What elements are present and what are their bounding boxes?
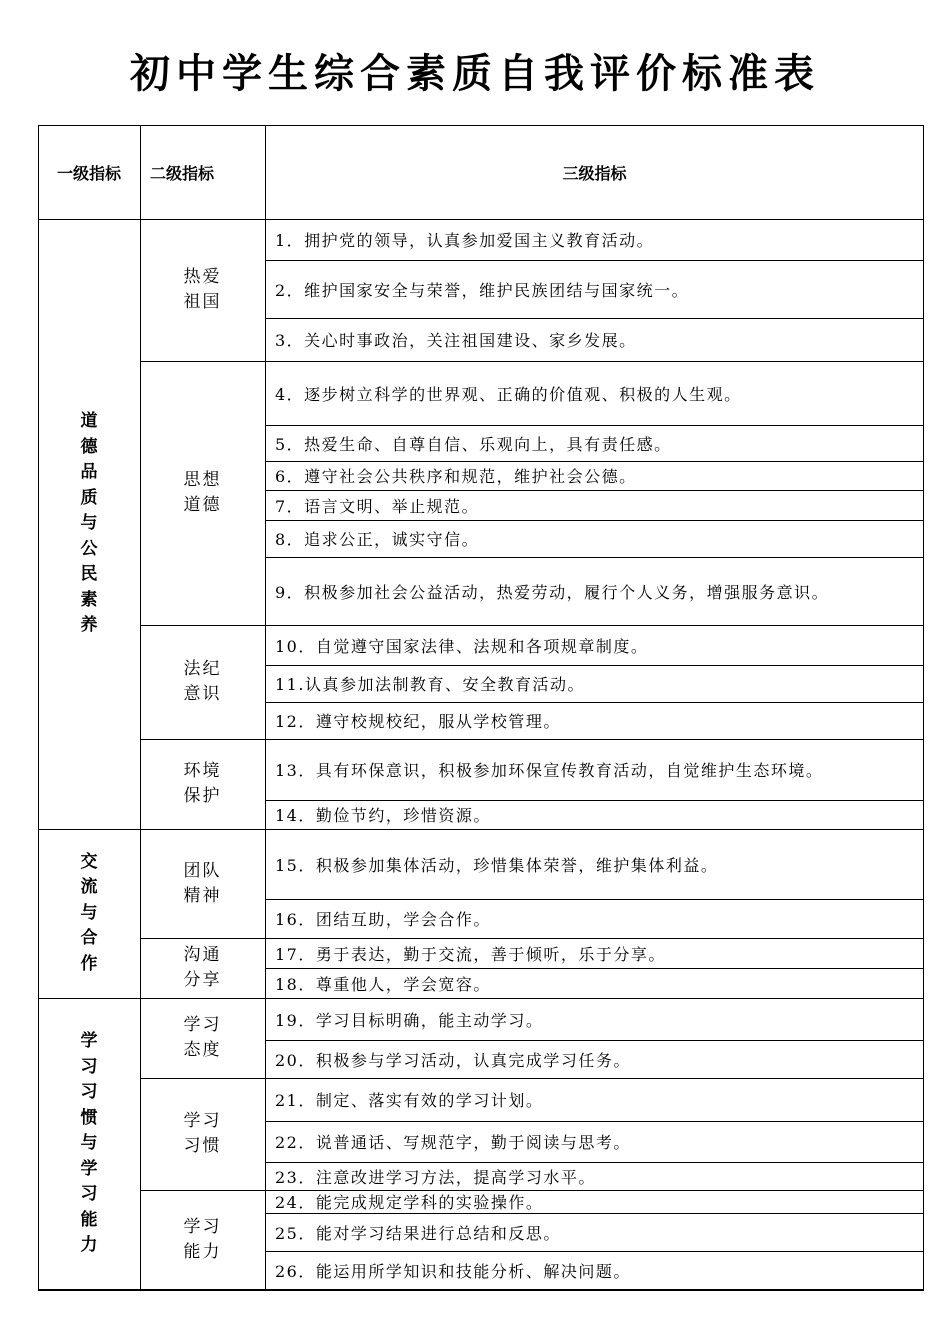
level3-item: 6．遵守社会公共秩序和规范，维护社会公德。 [275,467,637,486]
header-level2: 二级指标 [150,163,215,183]
level2-subcategory: 热爱 祖国 [183,267,222,312]
level3-item: 12．遵守校规校纪，服从学校管理。 [275,712,561,731]
level3-item: 3．关心时事政治，关注祖国建设、家乡发展。 [275,331,637,350]
level3-item: 22．说普通话、写规范字，勤于阅读与思考。 [275,1133,631,1152]
level2-subcategory: 法纪 意识 [183,659,222,704]
level3-item: 23．注意改进学习方法，提高学习水平。 [275,1167,596,1187]
table-rule [265,1290,924,1291]
level2-subcategory: 学习 态度 [183,1015,222,1060]
level3-item: 9．积极参加社会公益活动，热爱劳动，履行个人义务，增强服务意识。 [275,582,830,602]
level3-item: 13．具有环保意识，积极参加环保宣传教育活动，自觉维护生态环境。 [275,761,824,780]
table-rule [38,1290,140,1291]
level2-subcategory: 思想 道德 [183,470,222,515]
level3-item: 14．勤俭节约，珍惜资源。 [275,806,491,825]
page-title: 初中学生综合素质自我评价标准表 [130,51,820,97]
level3-item: 1．拥护党的领导，认真参加爱国主义教育活动。 [275,231,655,250]
level3-item: 18．尊重他人，学会宽容。 [275,974,491,994]
level2-subcategory: 团队 精神 [183,860,222,906]
level3-item: 26．能运用所学知识和技能分析、解决问题。 [275,1262,631,1281]
level3-item: 20．积极参与学习活动，认真完成学习任务。 [275,1050,631,1070]
level3-item: 11.认真参加法制教育、安全教育活动。 [275,675,585,694]
level2-subcategory: 学习 习惯 [183,1111,222,1156]
level3-item: 4．逐步树立科学的世界观、正确的价值观、积极的人生观。 [275,384,742,404]
level3-item: 15．积极参加集体活动，珍惜集体荣誉，维护集体利益。 [275,855,719,875]
level1-category: 交 流 与 合 作 [80,851,98,974]
header-level3: 三级指标 [562,163,627,183]
level3-item: 16．团结互助，学会合作。 [275,910,491,929]
table-rule [140,1290,265,1291]
level3-item: 2．维护国家安全与荣誉，维护民族团结与国家统一。 [275,280,690,300]
level2-subcategory: 学习 能力 [183,1217,222,1262]
level3-item: 17．勇于表达，勤于交流，善于倾听，乐于分享。 [275,944,666,964]
level3-item: 8．追求公正，诚实守信。 [275,530,480,549]
level2-subcategory: 环境 保护 [183,761,222,806]
level3-item: 19．学习目标明确，能主动学习。 [275,1010,544,1030]
header-level1: 一级指标 [56,163,121,183]
level1-category: 学 习 习 惯 与 学 习 能 力 [80,1031,98,1256]
level3-item: 24．能完成规定学科的实验操作。 [275,1193,544,1212]
evaluation-table [38,125,924,1290]
level3-item: 21．制定、落实有效的学习计划。 [275,1091,544,1110]
level3-item: 5．热爱生命、自尊自信、乐观向上，具有责任感。 [275,434,672,454]
level2-subcategory: 沟通 分享 [183,945,222,990]
level3-item: 10．自觉遵守国家法律、法规和各项规章制度。 [275,636,649,656]
level1-category: 道 德 品 质 与 公 民 素 养 [80,411,98,636]
table-rule [38,125,924,126]
level3-item: 7．语言文明、举止规范。 [275,496,480,516]
level3-item: 25．能对学习结果进行总结和反思。 [275,1223,561,1243]
